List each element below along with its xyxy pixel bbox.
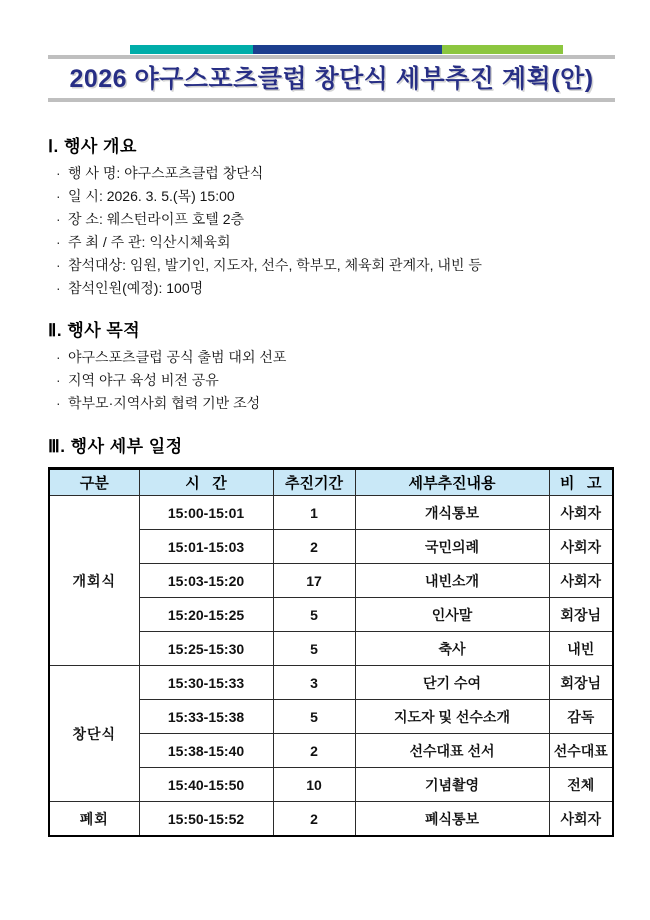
schedule-row [49, 496, 613, 530]
overview-item-0 [56, 162, 615, 185]
schedule-time-cell: 15:20-15:25 [139, 598, 273, 632]
title-banner-bar [130, 45, 563, 54]
schedule-group-cell: 폐회 [49, 802, 139, 837]
title-rule-bottom [48, 98, 615, 102]
section-heading-purpose: Ⅱ. 행사 목적 [48, 321, 141, 340]
schedule-time-cell: 15:50-15:52 [139, 802, 273, 837]
bullet-dot-icon: · [56, 372, 61, 388]
bullet-dot-icon: · [56, 211, 61, 227]
schedule-time-cell: 15:30-15:33 [139, 666, 273, 700]
schedule-note-cell: 사회자 [549, 564, 613, 598]
page-title: 2026 야구스포츠클럽 창단식 세부추진 계획(안) [69, 65, 594, 93]
purpose-item-1 [56, 369, 615, 392]
header-cell-group: 구분 [49, 469, 139, 496]
schedule-duration-cell: 5 [273, 598, 355, 632]
schedule-duration-cell: 2 [273, 734, 355, 768]
schedule-time-cell: 15:38-15:40 [139, 734, 273, 768]
schedule-duration-cell: 17 [273, 564, 355, 598]
schedule-content-cell: 폐식통보 [355, 802, 549, 837]
schedule-time-cell: 15:33-15:38 [139, 700, 273, 734]
schedule-group-cell: 개회식 [49, 496, 139, 666]
section-heading-overview: Ⅰ. 행사 개요 [48, 137, 137, 156]
header-cell-time: 시 간 [139, 469, 273, 496]
overview-item-1 [56, 185, 615, 208]
schedule-time-cell: 15:01-15:03 [139, 530, 273, 564]
overview-item-3 [56, 231, 615, 254]
schedule-content-cell: 기념촬영 [355, 768, 549, 802]
bullet-dot-icon: · [56, 395, 61, 411]
schedule-duration-cell: 10 [273, 768, 355, 802]
schedule-note-cell: 선수대표 [549, 734, 613, 768]
schedule-content-cell: 개식통보 [355, 496, 549, 530]
schedule-content-cell: 지도자 및 선수소개 [355, 700, 549, 734]
schedule-time-cell: 15:03-15:20 [139, 564, 273, 598]
schedule-note-cell: 전체 [549, 768, 613, 802]
bullet-dot-icon: · [56, 234, 61, 250]
schedule-time-cell: 15:40-15:50 [139, 768, 273, 802]
purpose-item-text: 야구스포츠클럽 공식 출범 대외 선포 [68, 349, 287, 365]
banner-navy-segment [253, 45, 442, 54]
schedule-content-cell: 축사 [355, 632, 549, 666]
overview-item-text: 참석인원(예정): 100명 [68, 280, 204, 296]
title-rule-top [48, 55, 615, 59]
banner-green-segment [442, 45, 563, 54]
schedule-time-cell: 15:00-15:01 [139, 496, 273, 530]
purpose-item-text: 지역 야구 육성 비전 공유 [68, 372, 219, 388]
overview-item-text: 참석대상: 임원, 발기인, 지도자, 선수, 학부모, 체육회 관계자, 내빈 등 [68, 257, 482, 273]
schedule-content-cell: 선수대표 선서 [355, 734, 549, 768]
schedule-note-cell: 감독 [549, 700, 613, 734]
schedule-note-cell: 회장님 [549, 666, 613, 700]
schedule-content-cell: 인사말 [355, 598, 549, 632]
header-cell-note: 비 고 [549, 469, 613, 496]
bullet-dot-icon: · [56, 257, 61, 273]
schedule-duration-cell: 5 [273, 700, 355, 734]
schedule-duration-cell: 2 [273, 530, 355, 564]
schedule-content-cell: 내빈소개 [355, 564, 549, 598]
header-cell-duration: 추진기간 [273, 469, 355, 496]
section-heading-schedule: Ⅲ. 행사 세부 일정 [48, 437, 183, 456]
bullet-dot-icon: · [56, 188, 61, 204]
schedule-note-cell: 사회자 [549, 802, 613, 837]
purpose-item-0 [56, 346, 615, 369]
overview-item-list [48, 162, 615, 300]
schedule-time-cell: 15:25-15:30 [139, 632, 273, 666]
schedule-duration-cell: 3 [273, 666, 355, 700]
overview-item-4 [56, 254, 615, 277]
schedule-content-cell: 단기 수여 [355, 666, 549, 700]
overview-item-text: 주 최 / 주 관: 익산시체육회 [68, 234, 231, 250]
banner-teal-segment [130, 45, 253, 54]
overview-item-5 [56, 277, 615, 300]
schedule-note-cell: 회장님 [549, 598, 613, 632]
purpose-item-text: 학부모·지역사회 협력 기반 조성 [68, 395, 261, 411]
schedule-note-cell: 사회자 [549, 530, 613, 564]
purpose-item-2 [56, 392, 615, 415]
overview-item-text: 행 사 명: 야구스포츠클럽 창단식 [68, 165, 264, 181]
bullet-dot-icon: · [56, 349, 61, 365]
schedule-table [48, 467, 614, 837]
bullet-dot-icon: · [56, 165, 61, 181]
schedule-duration-cell: 5 [273, 632, 355, 666]
schedule-row [49, 802, 613, 837]
overview-item-text: 장 소: 웨스턴라이프 호텔 2층 [68, 211, 244, 227]
schedule-note-cell: 내빈 [549, 632, 613, 666]
schedule-row [49, 666, 613, 700]
overview-item-2 [56, 208, 615, 231]
schedule-duration-cell: 1 [273, 496, 355, 530]
schedule-duration-cell: 2 [273, 802, 355, 837]
overview-item-text: 일 시: 2026. 3. 5.(목) 15:00 [68, 188, 235, 204]
bullet-dot-icon: · [56, 280, 61, 296]
schedule-note-cell: 사회자 [549, 496, 613, 530]
header-cell-content: 세부추진내용 [355, 469, 549, 496]
schedule-header-row [49, 469, 613, 496]
purpose-item-list [48, 346, 615, 415]
schedule-content-cell: 국민의례 [355, 530, 549, 564]
schedule-group-cell: 창단식 [49, 666, 139, 802]
